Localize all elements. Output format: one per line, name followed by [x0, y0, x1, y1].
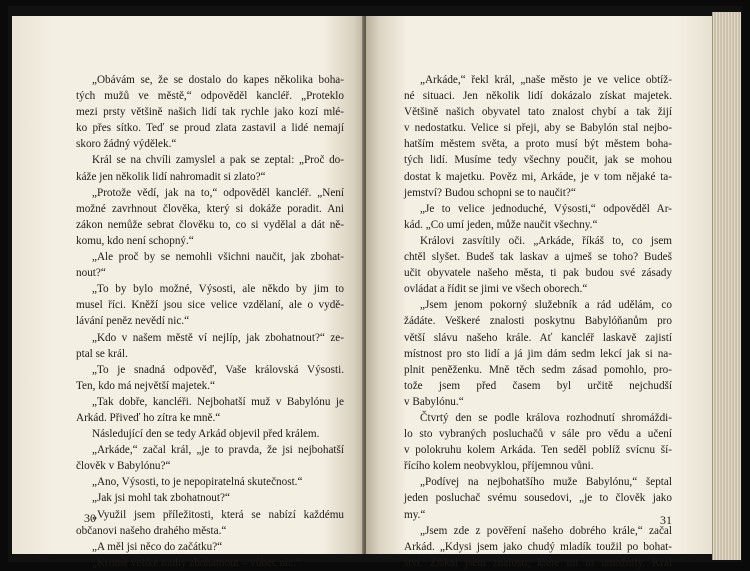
- text-line: Král se na chvíli zamyslel a pak se zeptal: „Proč do-: [92, 154, 344, 167]
- text-line: „Kdo v našem městě ví nejlíp, jak zbohatnout?“ ze-: [92, 331, 344, 344]
- text-line: dostat k majetku. Pověz mi, Arkáde, je v tom nějaké ta-: [404, 170, 672, 183]
- text-line: „Arkáde,“ řekl král, „naše město je ve velice obtíž-: [420, 74, 672, 86]
- text-line: možné zavrhnout člověka, který si dokáže poradit. Ani: [76, 202, 344, 215]
- text-line: nout?“: [76, 267, 106, 280]
- text-line: „To je snadná odpověď, Vaše královská Výsosti.: [92, 363, 344, 376]
- text-line: lávání peněz nevědí nic.“: [76, 315, 190, 328]
- left-page-number: 30: [84, 511, 96, 525]
- text-line: ství. Získal jsem znalosti, které mi to umožnily. Král: [404, 556, 672, 569]
- text-line: „To by bylo možné, Výsosti, ale někdo by jim to: [92, 283, 344, 296]
- text-line: v nedostatku. Velice si přeji, aby se Babylón stal nejbo-: [404, 122, 672, 135]
- text-line: tých lidí. Musíme tedy všechny poučit, jak se mohou: [404, 154, 672, 167]
- text-line: Arkád. Přiveď ho zítra ke mně.“: [76, 411, 221, 424]
- left-page-text: [76, 72, 344, 571]
- text-line: „Jsem jenom pokorný služebník a rád udělám, co: [420, 299, 672, 312]
- text-line: né situaci. Jen několik lidí dokázalo získat majetek.: [404, 90, 672, 103]
- text-line: Většině našich obyvatel tato znalost chybí a tak žijí: [404, 106, 672, 119]
- text-line: tože jsem před časem byl určitě nejchudší: [404, 379, 672, 392]
- text-line: jeden posluchač svému sousedovi, „je to člověk jako: [404, 492, 672, 505]
- text-line: „Je to velice jednoduché, Výsosti,“ odpověděl Ar-: [420, 202, 672, 215]
- text-line: skoro žádný výdělek.“: [76, 138, 177, 151]
- text-line: Královi zasvítily oči. „Arkáde, říkáš to, co jsem: [420, 234, 672, 247]
- text-line: v Babylónu.“: [404, 395, 464, 408]
- text-line: plnit peněženku. Mně těch sedm zásad pomohlo, pro-: [404, 363, 672, 376]
- text-line: „Ano, Výsosti, to je nepopiratelná skutečnost.“: [92, 476, 303, 489]
- text-line: ko přes sítko. Teď se proud zlata zastavil a lidé nemají: [76, 122, 344, 135]
- text-line: v polokruhu kolem Arkáda. Ten seděl poblíž svícnu ší-: [404, 444, 672, 457]
- text-line: my.“: [404, 508, 426, 521]
- text-line: „Kromě veliké touhy zbohatnout – vůbec nic.“: [92, 556, 302, 569]
- text-line: „Protože vědí, jak na to,“ odpověděl kancléř. „Není: [92, 186, 344, 199]
- text-line: „Podívej na nejbohatšího muže Babylónu,“ šeptal: [420, 476, 672, 489]
- right-page-text: [404, 72, 672, 571]
- text-line: „Ale proč by se nemohli všichni naučit, jak zbohat-: [92, 251, 344, 264]
- text-line: kád. „Co umí jeden, může naučit všechny.“: [404, 218, 598, 231]
- open-book: [8, 6, 742, 569]
- text-line: větší slávu našeho krále. Ať kancléř laskavě zajistí: [404, 331, 672, 344]
- text-line: „Obávám se, že se dostalo do kapes několika boha-: [92, 74, 344, 86]
- text-line: jemství? Budou schopni se to naučit?“: [404, 186, 576, 199]
- text-line: „Tak dobře, kancléři. Nejbohatší muž v Babylónu je: [92, 395, 344, 408]
- text-line: chtěl slyšet. Budeš tak laskav a ujmeš se toho? Budeš: [404, 251, 672, 264]
- text-line: káže jen několik lidí nahromadit si zlato?“: [76, 170, 266, 183]
- text-line: učit obyvatele našeho města, ti pak budou své zásady: [404, 267, 672, 280]
- left-page: [12, 16, 364, 569]
- text-line: Následující den se tedy Arkád objevil před králem.: [92, 428, 320, 441]
- right-page-number: 31: [660, 513, 672, 527]
- text-line: komu, kdo není schopný.“: [76, 234, 194, 247]
- text-line: ovládat a řídit se jimi ve všech oborech.“: [404, 283, 588, 296]
- text-line: člověk v Babylónu?“: [76, 460, 171, 473]
- text-line: řícího kolem neobvyklou, příjemnou vůni.: [404, 460, 594, 473]
- text-line: „Využil jsem příležitosti, která se nabízí každému: [92, 508, 344, 521]
- text-line: musel říci. Kněží jsou sice velice vzdělaní, ale o vydě-: [76, 299, 344, 312]
- text-line: občanovi našeho drahého města.“: [76, 524, 227, 537]
- text-line: ptal se král.: [76, 347, 128, 360]
- text-line: hatším městem světa, a proto musí být městem boha-: [404, 138, 672, 151]
- text-line: tých mužů ve městě,“ odpověděl kancléř. „Proteklo: [76, 90, 344, 103]
- page-edges: [712, 12, 741, 560]
- text-line: žádáte. Veškeré znalosti poskytnu Babylóňanům pro: [404, 315, 672, 328]
- text-line: Čtvrtý den se podle králova rozhodnutí shromáždi-: [420, 411, 672, 424]
- text-line: „Jsem zde z pověření našeho dobrého krále,“ začal: [420, 524, 672, 537]
- text-line: „Jak jsi mohl tak zbohatnout?“: [92, 492, 230, 505]
- text-line: „A měl jsi něco do začátku?“: [92, 540, 223, 553]
- text-line: mezi prsty většině našich lidí tak rychle jako kozí mlé-: [76, 106, 344, 119]
- text-line: místnost pro sto lidí a já jim dám sedm lekcí jak si na-: [404, 347, 672, 360]
- text-line: Arkád. „Kdysi jsem jako chudý mladík toužil po bohat-: [404, 540, 672, 553]
- text-line: lo sto vybraných posluchačů v sále pro vědu a učení: [404, 428, 672, 441]
- text-line: zákon nemůže sebrat člověku to, co si vydělal a dát ně-: [76, 218, 344, 231]
- text-line: Ten, kdo má největší majetek.“: [76, 379, 216, 392]
- text-line: „Arkáde,“ začal král, „je to pravda, že jsi nejbohatší: [92, 444, 344, 457]
- right-page: [366, 16, 712, 569]
